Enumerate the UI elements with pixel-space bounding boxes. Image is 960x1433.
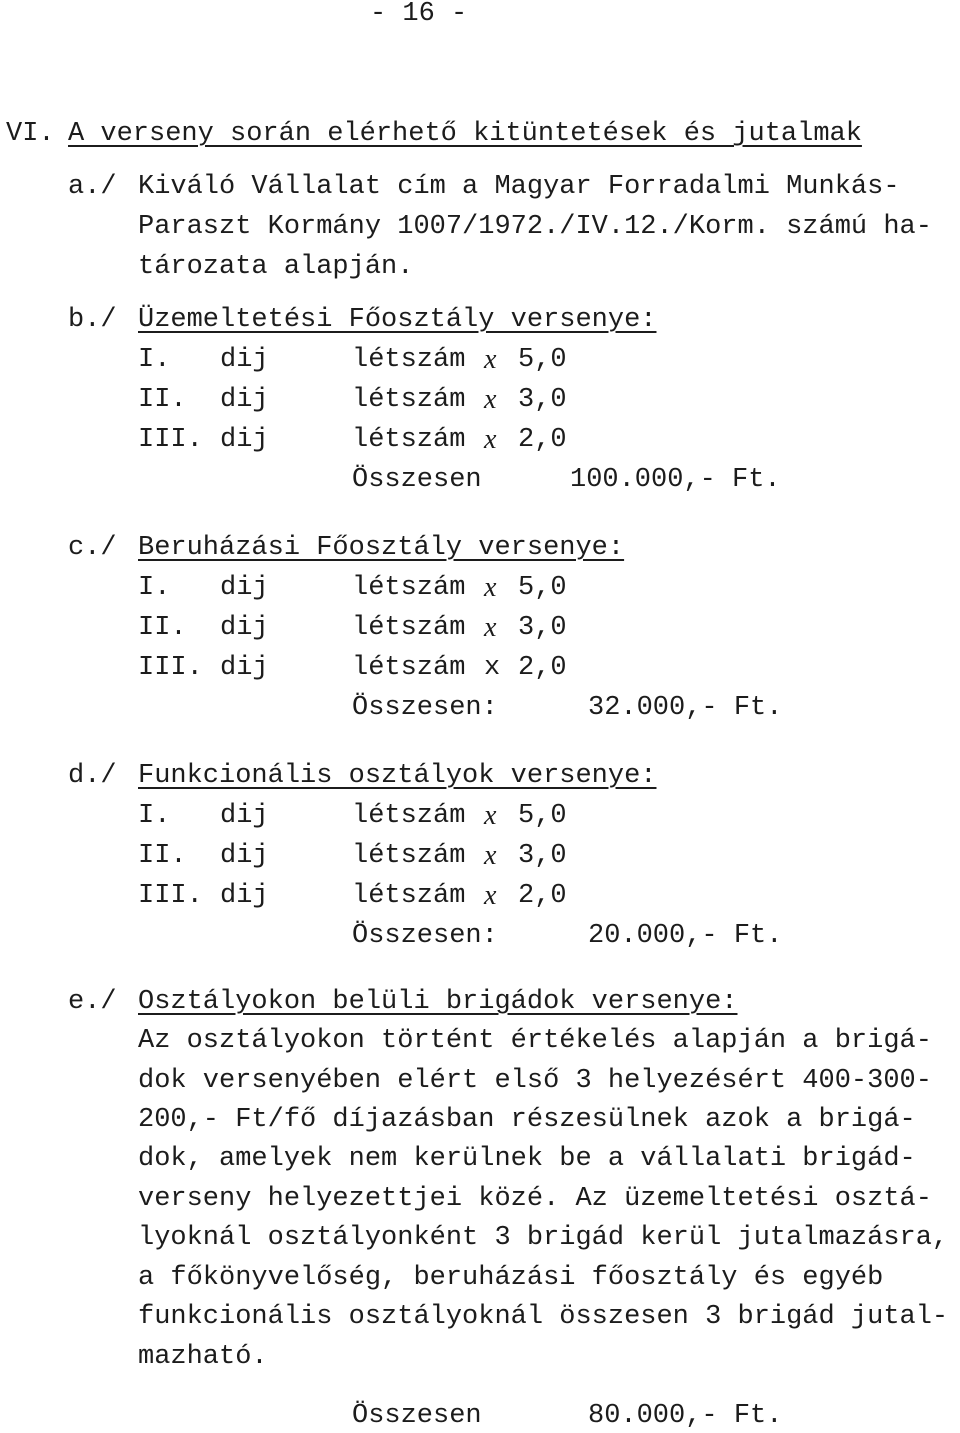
- section-a-label: a./: [68, 172, 117, 202]
- section-a-line: tározata alapján.: [138, 252, 414, 282]
- section-e-line: a főkönyvelőség, beruházási főosztály és egyéb: [138, 1263, 884, 1293]
- prize-rank: III.: [138, 881, 203, 911]
- prize-base: létszám: [352, 573, 466, 603]
- section-d-label: d./: [68, 761, 117, 791]
- multiply-sign: x: [484, 800, 497, 831]
- prize-row: [0, 384, 960, 416]
- prize-base: létszám: [352, 841, 466, 871]
- prize-multiplier: 3,0: [518, 841, 567, 871]
- multiply-sign: x: [484, 424, 497, 455]
- total-value: 100.000,- Ft.: [570, 465, 781, 495]
- total-label: Összesen:: [352, 921, 498, 951]
- prize-dij: dij: [220, 385, 269, 415]
- section-e-line: mazható.: [138, 1342, 268, 1372]
- total-value: 32.000,- Ft.: [588, 693, 783, 723]
- total-row: [0, 692, 960, 724]
- prize-base: létszám: [352, 345, 466, 375]
- prize-row: [0, 572, 960, 604]
- total-row: [0, 920, 960, 952]
- total-row: [0, 464, 960, 496]
- section-b-title: Üzemeltetési Főosztály versenye:: [138, 305, 657, 335]
- section-e-title: Osztályokon belüli brigádok versenye:: [138, 987, 738, 1017]
- multiply-sign: x: [484, 653, 501, 683]
- total-row: [0, 1400, 960, 1432]
- prize-dij: dij: [220, 573, 269, 603]
- prize-row: [0, 612, 960, 644]
- prize-multiplier: 2,0: [518, 881, 567, 911]
- heading-title: A verseny során elérhető kitüntetések és jutalmak: [68, 119, 862, 149]
- multiply-sign: x: [484, 880, 497, 911]
- prize-base: létszám: [352, 881, 466, 911]
- section-c-label: c./: [68, 533, 117, 563]
- prize-dij: dij: [220, 881, 269, 911]
- section-e-line: funkcionális osztályoknál összesen 3 brigád jutal-: [138, 1302, 949, 1332]
- section-e-line: 200,- Ft/fő díjazásban részesülnek azok a brigá-: [138, 1105, 916, 1135]
- prize-rank: III.: [138, 653, 203, 683]
- prize-multiplier: 2,0: [518, 653, 567, 683]
- section-e-line: dok, amelyek nem kerülnek be a vállalati brigád-: [138, 1144, 916, 1174]
- prize-row: [0, 652, 960, 684]
- multiply-sign: x: [484, 344, 497, 375]
- multiply-sign: x: [484, 840, 497, 871]
- prize-row: [0, 344, 960, 376]
- section-e-line: dok versenyében elért első 3 helyezésért 400-300-: [138, 1066, 932, 1096]
- total-label: Összesen:: [352, 693, 498, 723]
- section-e-line: lyoknál osztályonként 3 brigád kerül jutalmazásra,: [138, 1223, 949, 1253]
- prize-multiplier: 5,0: [518, 345, 567, 375]
- section-d-title: Funkcionális osztályok versenye:: [138, 761, 657, 791]
- section-e-line: verseny helyezettjei közé. Az üzemeltetési osztá-: [138, 1184, 932, 1214]
- multiply-sign: x: [484, 384, 497, 415]
- total-value: 80.000,- Ft.: [588, 1401, 783, 1431]
- total-value: 20.000,- Ft.: [588, 921, 783, 951]
- prize-multiplier: 3,0: [518, 613, 567, 643]
- page-number: - 16 -: [370, 0, 468, 29]
- multiply-sign: x: [484, 572, 497, 603]
- prize-multiplier: 5,0: [518, 573, 567, 603]
- prize-rank: I.: [138, 801, 171, 831]
- prize-base: létszám: [352, 801, 466, 831]
- section-a-line: Kiváló Vállalat cím a Magyar Forradalmi Munkás-: [138, 172, 900, 202]
- section-c-title: Beruházási Főosztály versenye:: [138, 533, 625, 563]
- section-b-label: b./: [68, 305, 117, 335]
- section-a-line: Paraszt Kormány 1007/1972./IV.12./Korm. számú ha-: [138, 212, 932, 242]
- prize-row: [0, 840, 960, 872]
- prize-row: [0, 800, 960, 832]
- section-e-label: e./: [68, 987, 117, 1017]
- prize-dij: dij: [220, 653, 269, 683]
- prize-rank: II.: [138, 613, 187, 643]
- prize-rank: II.: [138, 385, 187, 415]
- prize-rank: III.: [138, 425, 203, 455]
- prize-rank: I.: [138, 573, 171, 603]
- prize-dij: dij: [220, 613, 269, 643]
- prize-multiplier: 2,0: [518, 425, 567, 455]
- prize-row: [0, 880, 960, 912]
- prize-multiplier: 3,0: [518, 385, 567, 415]
- prize-base: létszám: [352, 425, 466, 455]
- prize-dij: dij: [220, 801, 269, 831]
- prize-dij: dij: [220, 425, 269, 455]
- prize-rank: I.: [138, 345, 171, 375]
- prize-base: létszám: [352, 653, 466, 683]
- prize-rank: II.: [138, 841, 187, 871]
- heading-number: VI.: [6, 119, 55, 149]
- prize-dij: dij: [220, 841, 269, 871]
- prize-base: létszám: [352, 613, 466, 643]
- total-label: Összesen: [352, 465, 482, 495]
- prize-base: létszám: [352, 385, 466, 415]
- multiply-sign: x: [484, 612, 497, 643]
- total-label: Összesen: [352, 1401, 482, 1431]
- prize-row: [0, 424, 960, 456]
- prize-dij: dij: [220, 345, 269, 375]
- section-e-line: Az osztályokon történt értékelés alapján a brigá-: [138, 1026, 932, 1056]
- prize-multiplier: 5,0: [518, 801, 567, 831]
